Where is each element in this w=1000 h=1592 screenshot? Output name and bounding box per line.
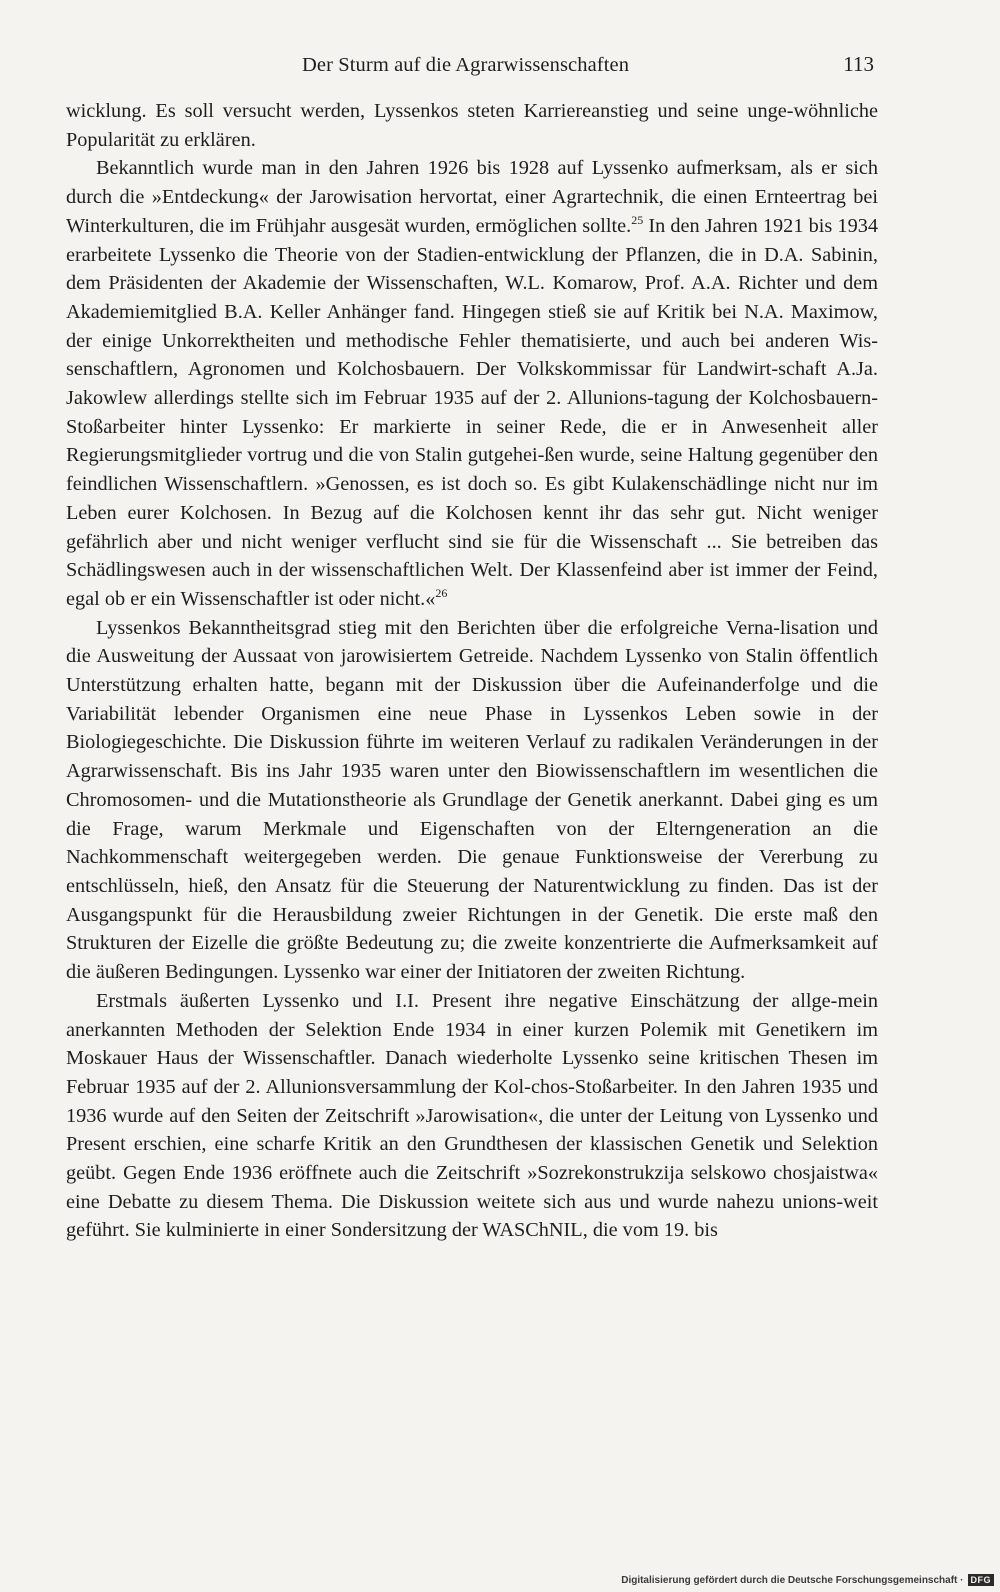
text-run: In den Jahren 1921 bis 1934 erarbeitete Lyssenko die Theorie von der Stadien-entwicklung der Pflanzen, die in D.A. Sabinin, dem Präsidenten der Akademie der Wissenschaften, W.L. Komarow, Prof. A.A. Richter und dem Akademiemitglied B.A. Keller Anhänger fand. Hingegen stieß sie auf Kritik bei N.A. Maximow, der einige Unkorrektheiten und methodische Fehler thematisierte, und auch bei anderen Wis-senschaftlern, Agronomen und Kolchosbauern. Der Volkskommissar für Landwirt-schaft A.Ja. Jakowlew allerdings stellte sich im Februar 1935 auf der 2. Allunions-tagung der Kolchosbauern-Stoßarbeiter hinter Lyssenko: Er markierte in seiner Rede, die er in Anwesenheit aller Regierungsmitglieder vortrug und die von Stalin gutgehei-ßen wurde, seine Haltung gegenüber den feindlichen Wissenschaftlern. »Genossen, es ist doch so. Es gibt Kulakenschädlinge nicht nur im Leben eurer Kolchosen. In Bezug auf die Kolchosen kennt ihr das sehr gut. Nicht weniger gefährlich aber und nicht weniger verflucht sind sie für die Wissenschaft ... Sie betreiben das Schädlingswesen auch in der wissenschaftlichen Welt. Der Klassenfeind aber ist immer der Feind, egal ob er ein Wissenschaftler ist oder nicht.«	[66, 214, 878, 610]
running-title: Der Sturm auf die Agrarwissenschaften	[302, 54, 630, 76]
paragraph	[66, 154, 878, 613]
paragraph	[66, 614, 878, 987]
text-run: Bekanntlich wurde man in den Jahren 1926 bis 1928 auf Lyssenko aufmerksam, als er sich durch die »Entdeckung« der Jarowisation hervortat, einer Agrartechnik, die einen Ernteertrag bei Winterkulturen, die im Frühjahr ausgesät wurden, ermöglichen sollte.	[66, 157, 878, 237]
running-header	[66, 50, 878, 86]
footnote-marker: 26	[435, 585, 448, 600]
paragraph	[66, 987, 878, 1245]
page-number: 113	[843, 52, 874, 76]
footnote-marker: 25	[631, 212, 644, 227]
text-run: wicklung. Es soll versucht werden, Lyssenkos steten Karriereanstieg und seine unge-wöhnliche Popularität zu erklären.	[66, 100, 878, 151]
digitization-footer	[621, 1574, 994, 1586]
body-text	[66, 97, 878, 1245]
funding-credit: Digitalisierung gefördert durch die Deutsche Forschungsgemeinschaft ·	[621, 1574, 964, 1586]
dfg-logo-icon: DFG	[968, 1574, 995, 1586]
text-run: Lyssenkos Bekanntheitsgrad stieg mit den Berichten über die erfolgreiche Verna-lisation und die Ausweitung der Aussaat von jarowisiertem Getreide. Nachdem Lyssenko von Stalin öffentlich Unterstützung erhalten hatte, begann mit der Diskussion über die Aufeinanderfolge und die Variabilität lebender Organismen eine neue Phase in Lyssenkos Leben sowie in der Biologiegeschichte. Die Diskussion führte im weiteren Verlauf zu radikalen Veränderungen in der Agrarwissenschaft. Bis ins Jahr 1935 waren unter den Biowissenschaftlern im wesentlichen die Chromosomen- und die Mutationstheorie als Grundlage der Genetik anerkannt. Dabei ging es um die Frage, warum Merkmale und Eigenschaften von der Elterngeneration an die Nachkommenschaft weitergegeben werden. Die genaue Funktionsweise der Vererbung zu entschlüsseln, hieß, den Ansatz für die Steuerung der Naturentwicklung zu finden. Das ist der Ausgangspunkt für die Herausbildung zweier Richtungen in der Genetik. Die erste maß den Strukturen der Eizelle die größte Bedeutung zu; die zweite konzentrierte die Aufmerksamkeit auf die äußeren Bedingungen. Lyssenko war einer der Initiatoren der zweiten Richtung.	[66, 616, 878, 984]
text-run: Erstmals äußerten Lyssenko und I.I. Present ihre negative Einschätzung der allge-mein anerkannten Methoden der Selektion Ende 1934 in einer kurzen Polemik mit Genetikern im Moskauer Haus der Wissenschaftler. Danach wiederholte Lyssenko seine kritischen Thesen im Februar 1935 auf der 2. Allunionsversammlung der Kol-chos-Stoßarbeiter. In den Jahren 1935 und 1936 wurde auf den Seiten der Zeitschrift »Jarowisation«, die unter der Leitung von Lyssenko und Present erschien, eine scharfe Kritik an den Grundthesen der klassischen Genetik und Selektion geübt. Gegen Ende 1936 eröffnete auch die Zeitschrift »Sozrekonstrukzija selskowo chosjaistwa« eine Debatte zu diesem Thema. Die Diskussion weitete sich aus und wurde nahezu unions-weit geführt. Sie kulminierte in einer Sondersitzung der WASChNIL, die vom 19. bis	[66, 989, 878, 1242]
book-page	[66, 50, 878, 1245]
paragraph	[66, 97, 878, 154]
